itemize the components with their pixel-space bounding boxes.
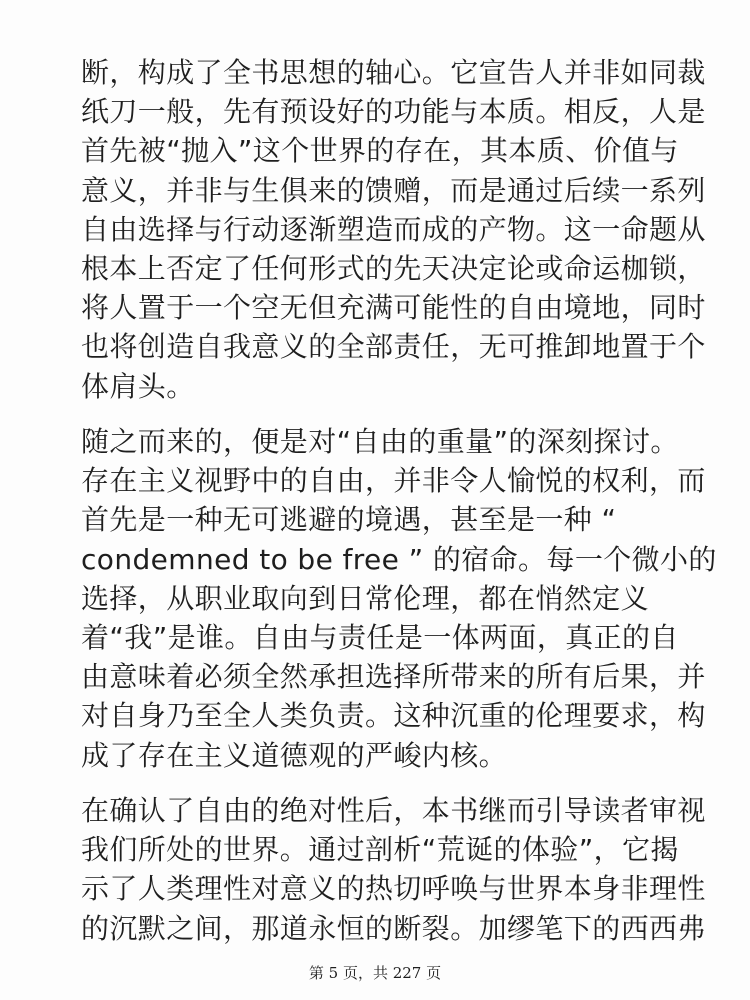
paragraph-line: 随之而来的，便是对“自由的重量”的深刻探讨。 [81,425,679,458]
paragraph-line: 的沉默之间，那道永恒的断裂。加缪笔下的西西弗 [81,911,706,945]
paragraph-line: 根本上否定了任何形式的先天决定论或命运枷锁， [81,251,706,285]
paragraph-line: condemned to be free ” 的宿命。每一个微小的 [81,542,717,576]
paragraph-line: 首先是一种无可逃避的境遇，甚至是一种 “ [81,503,617,537]
paragraph-line: 自由选择与行动逐渐塑造而成的产物。这一命题从 [81,212,706,246]
paragraph-3 [81,791,706,948]
paragraph-line: 成了存在主义道德观的严峻内核。 [81,738,508,772]
paragraph-line: 纸刀一般，先有预设好的功能与本质。相反，人是 [81,95,706,129]
paragraph-line: 将人置于一个空无但充满可能性的自由境地，同时 [81,291,706,325]
paragraph-line: 由意味着必须全然承担选择所带来的所有后果，并 [81,660,706,694]
paragraph-line: 我们所处的世界。通过剖析“荒诞的体验”，它揭 [81,833,679,867]
paragraph-line: 对自身乃至全人类负责。这种沉重的伦理要求，构 [81,699,706,733]
paragraph-1 [81,53,706,406]
paragraph-line: 也将创造自我意义的全部责任，无可推卸地置于个 [81,330,706,364]
paragraph-line: 首先被“抛入”这个世界的存在，其本质、价值与 [81,134,679,168]
paragraph-line: 着“我”是谁。自由与责任是一体两面，真正的自 [81,620,679,654]
page-number-footer: 第 5 页，共 227 页 [308,964,442,982]
paragraph-line: 存在主义视野中的自由，并非令人愉悦的权利，而 [81,464,706,498]
paragraph-line: 断，构成了全书思想的轴心。它宣告人并非如同裁 [81,56,706,89]
paragraph-line: 选择，从职业取向到日常伦理，都在悄然定义 [81,581,650,615]
paragraph-line: 体肩头。 [81,369,195,403]
paragraph-2 [81,422,717,775]
paragraph-line: 示了人类理性对意义的热切呼唤与世界本身非理性 [81,872,706,906]
paragraph-line: 意义，并非与生俱来的馈赠，而是通过后续一系列 [81,173,706,207]
paragraph-line: 在确认了自由的绝对性后，本书继而引导读者审视 [81,794,706,827]
